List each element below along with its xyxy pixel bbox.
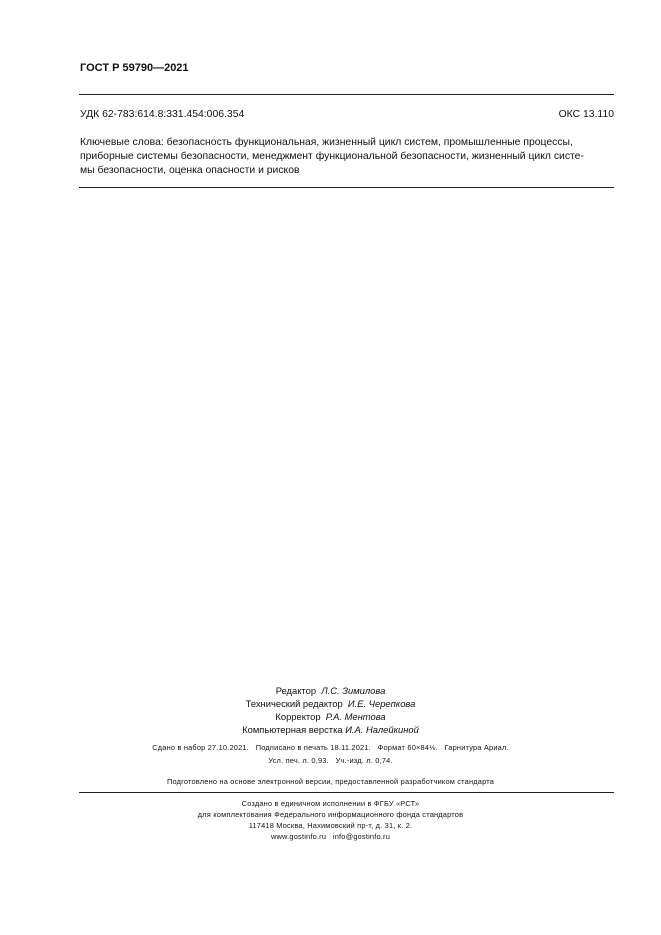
credit-editor — [0, 684, 661, 697]
publisher-line1: Создано в единичном исполнении в ФГБУ «РСТ» — [241, 799, 420, 808]
credit-layout — [0, 723, 661, 736]
credit-role: Корректор — [275, 711, 321, 722]
publisher-rule — [79, 792, 614, 793]
credit-corrector — [0, 710, 661, 723]
prepared-note: Подготовлено на основе электронной версии, предоставленной разработчиком стандарта — [166, 777, 495, 786]
credit-role: Технический редактор — [245, 698, 343, 709]
credits-block — [0, 684, 661, 736]
credit-role: Редактор — [275, 685, 317, 696]
standard-number: ГОСТ Р 59790—2021 — [80, 62, 189, 74]
credit-name: И.Е. Черепкова — [347, 698, 416, 709]
publisher-contacts: www.gostinfo.ru info@gostinfo.ru — [270, 832, 391, 841]
print-info-line2: Усл. печ. л. 0,93. Уч.-изд. л. 0,74. — [268, 756, 393, 765]
oks-code: ОКС 13.110 — [558, 109, 614, 120]
publisher-address: 117418 Москва, Нахимовский пр-т, д. 31, к. 2. — [248, 821, 413, 830]
keywords-rule — [79, 187, 614, 188]
publisher-line2: для комплектования Федерального информационного фонда стандартов — [197, 810, 464, 819]
credit-name: Р.А. Ментова — [325, 711, 386, 722]
credit-tech-editor — [0, 697, 661, 710]
keywords-paragraph: Ключевые слова: безопасность функциональная, жизненный цикл систем, промышленные процессы, приборные системы безопасности, менеджмент функциональной безопасности, жизненный цикл систе- мы безопасности, оценка опасности и рисков — [80, 137, 584, 176]
credit-name: Л.С. Зимилова — [321, 685, 386, 696]
top-rule — [79, 94, 614, 95]
udk-code: УДК 62-783:614.8:331.454:006.354 — [80, 109, 245, 120]
credit-role: Компьютерная верстка — [242, 724, 343, 735]
credit-name: И.А. Налейкиной — [345, 724, 419, 735]
print-info-line1: Сдано в набор 27.10.2021. Подписано в печать 18.11.2021. Формат 60×84⅛. Гарнитура Ариал. — [152, 743, 509, 752]
